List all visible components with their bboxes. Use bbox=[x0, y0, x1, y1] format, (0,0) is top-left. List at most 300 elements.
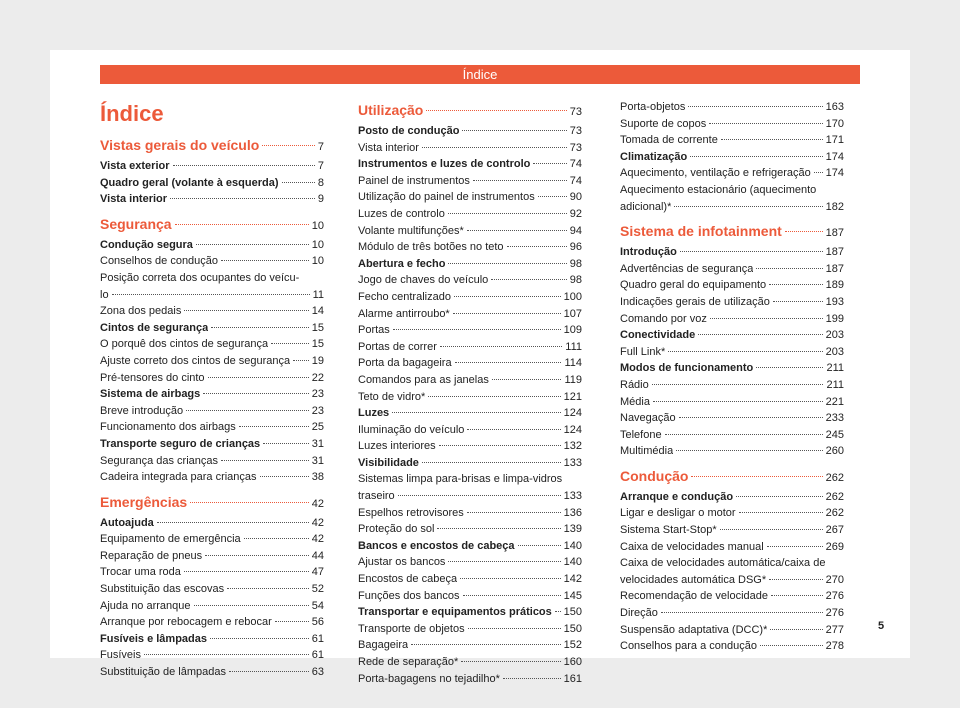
toc-entry-page: 74 bbox=[569, 158, 582, 171]
toc-entry[interactable] bbox=[620, 443, 844, 460]
toc-entry-page: 139 bbox=[563, 523, 582, 536]
toc-entry-page: 19 bbox=[311, 354, 324, 367]
toc-entry[interactable] bbox=[358, 355, 582, 372]
toc-entry-title: Módulo de três botões no teto bbox=[358, 241, 504, 254]
toc-entry-title: Substituição das escovas bbox=[100, 583, 225, 596]
toc-entry[interactable] bbox=[358, 637, 582, 654]
toc-entry-title: Reparação de pneus bbox=[100, 549, 203, 562]
toc-entry[interactable] bbox=[100, 664, 324, 681]
toc-entry-title: Full Link* bbox=[620, 345, 666, 358]
toc-entry-page: 269 bbox=[825, 540, 844, 553]
toc-entry[interactable] bbox=[620, 489, 844, 506]
toc-entry-page: 10 bbox=[311, 255, 324, 268]
dot-leader bbox=[492, 379, 562, 380]
dot-leader bbox=[709, 123, 822, 124]
toc-entry-title: Caixa de velocidades manual bbox=[620, 540, 764, 553]
toc-entry-page: 121 bbox=[563, 390, 582, 403]
toc-entry[interactable] bbox=[100, 564, 324, 581]
toc-entry[interactable] bbox=[620, 277, 844, 294]
toc-entry-page: 150 bbox=[563, 622, 582, 635]
toc-entry-page: 174 bbox=[825, 150, 844, 163]
toc-entry-title: Sistema de airbags bbox=[100, 388, 201, 401]
toc-entry-title: Segurança das crianças bbox=[100, 454, 219, 467]
toc-entry[interactable] bbox=[620, 555, 844, 572]
toc-entry-title: Advertências de segurança bbox=[620, 262, 754, 275]
toc-entry-page: 92 bbox=[569, 207, 582, 220]
toc-entry-page: 107 bbox=[563, 307, 582, 320]
dot-leader bbox=[473, 180, 567, 181]
toc-entry-page: 109 bbox=[563, 324, 582, 337]
dot-leader bbox=[186, 410, 309, 411]
dot-leader bbox=[538, 196, 567, 197]
dot-leader bbox=[674, 206, 822, 207]
dot-leader bbox=[756, 268, 822, 269]
toc-entry-page: 52 bbox=[311, 583, 324, 596]
toc-entry-page: 31 bbox=[311, 454, 324, 467]
toc-entry-page: 7 bbox=[317, 141, 324, 153]
toc-entry-page: 63 bbox=[311, 666, 324, 679]
toc-entry-page: 203 bbox=[825, 345, 844, 358]
toc-entry-title: Direção bbox=[620, 607, 658, 620]
dot-leader bbox=[770, 629, 822, 630]
toc-entry[interactable] bbox=[620, 505, 844, 522]
toc-section-heading[interactable] bbox=[100, 491, 324, 515]
toc-entry-page: 38 bbox=[311, 471, 324, 484]
toc-entry[interactable] bbox=[358, 339, 582, 356]
toc-entry[interactable] bbox=[358, 223, 582, 240]
toc-entry[interactable] bbox=[620, 294, 844, 311]
toc-entry[interactable] bbox=[358, 239, 582, 256]
toc-entry[interactable] bbox=[358, 306, 582, 323]
toc-entry-title: lo bbox=[100, 288, 109, 301]
toc-entry-title: Climatização bbox=[620, 150, 688, 163]
dot-leader bbox=[785, 231, 823, 232]
toc-entry-title: Recomendação de velocidade bbox=[620, 590, 768, 603]
toc-entry-page: 73 bbox=[569, 141, 582, 154]
toc-entry[interactable] bbox=[100, 370, 324, 387]
toc-entry-title: Tomada de corrente bbox=[620, 134, 718, 147]
toc-entry-title: Rádio bbox=[620, 378, 649, 391]
dot-leader bbox=[690, 156, 822, 157]
toc-entry-title: Comandos para as janelas bbox=[358, 373, 489, 386]
dot-leader bbox=[491, 279, 566, 280]
toc-entry[interactable] bbox=[100, 253, 324, 270]
dot-leader bbox=[239, 426, 309, 427]
toc-entry-page: 170 bbox=[825, 117, 844, 130]
dot-leader bbox=[293, 360, 309, 361]
toc-entry-page: 161 bbox=[563, 672, 582, 685]
toc-entry[interactable] bbox=[620, 244, 844, 261]
dot-leader bbox=[392, 412, 560, 413]
dot-leader bbox=[507, 246, 567, 247]
toc-entry[interactable] bbox=[100, 237, 324, 254]
toc-entry[interactable] bbox=[620, 360, 844, 377]
toc-entry-title: Substituição de lâmpadas bbox=[100, 666, 226, 679]
toc-entry-page: 22 bbox=[311, 371, 324, 384]
toc-entry[interactable] bbox=[100, 598, 324, 615]
toc-entry-title: Arranque por rebocagem e rebocar bbox=[100, 616, 272, 629]
toc-entry[interactable] bbox=[620, 377, 844, 394]
toc-entry[interactable] bbox=[100, 647, 324, 664]
toc-entry-title: Zona dos pedais bbox=[100, 305, 182, 318]
toc-entry[interactable] bbox=[100, 469, 324, 486]
toc-entry-page: 270 bbox=[825, 573, 844, 586]
toc-entry[interactable] bbox=[358, 521, 582, 538]
toc-entry-page: 140 bbox=[563, 539, 582, 552]
toc-entry[interactable] bbox=[100, 531, 324, 548]
toc-entry[interactable] bbox=[100, 419, 324, 436]
dot-leader bbox=[398, 495, 561, 496]
toc-section-heading[interactable] bbox=[358, 99, 582, 123]
toc-entry[interactable] bbox=[358, 538, 582, 555]
dot-leader bbox=[503, 678, 561, 679]
toc-entry[interactable] bbox=[100, 303, 324, 320]
toc-entry-page: 142 bbox=[563, 573, 582, 586]
toc-section-heading[interactable] bbox=[620, 220, 844, 244]
toc-entry[interactable] bbox=[358, 322, 582, 339]
toc-entry-title: Multimédia bbox=[620, 445, 674, 458]
toc-entry-title: Condução segura bbox=[100, 238, 193, 251]
toc-entry[interactable] bbox=[100, 386, 324, 403]
dot-leader bbox=[210, 638, 309, 639]
toc-entry-title: Volante multifunções* bbox=[358, 224, 464, 237]
toc-entry-page: 182 bbox=[825, 200, 844, 213]
toc-entry-title: Aquecimento estacionário (aquecimento bbox=[620, 183, 817, 196]
toc-entry-page: 211 bbox=[826, 362, 844, 375]
dot-leader bbox=[467, 429, 560, 430]
toc-entry-title: Ligar e desligar o motor bbox=[620, 507, 736, 520]
toc-entry[interactable] bbox=[620, 427, 844, 444]
toc-entry-page: 98 bbox=[569, 274, 582, 287]
dot-leader bbox=[144, 654, 309, 655]
toc-entry[interactable] bbox=[100, 436, 324, 453]
toc-entry-title: Bancos e encostos de cabeça bbox=[358, 539, 515, 552]
toc-entry-page: 124 bbox=[563, 423, 582, 436]
dot-leader bbox=[422, 462, 561, 463]
toc-entry-title: Vista interior bbox=[358, 141, 419, 154]
toc-entry[interactable] bbox=[620, 327, 844, 344]
dot-leader bbox=[462, 130, 566, 131]
toc-entry-page: 171 bbox=[825, 134, 844, 147]
toc-entry-page: 245 bbox=[825, 428, 844, 441]
toc-entry-title: Sistema de infotainment bbox=[620, 223, 782, 240]
dot-leader bbox=[448, 213, 567, 214]
toc-entry-page: 61 bbox=[311, 649, 324, 662]
dot-leader bbox=[773, 301, 823, 302]
toc-entry[interactable] bbox=[358, 488, 582, 505]
toc-entry[interactable] bbox=[620, 311, 844, 328]
toc-entry-page: 211 bbox=[826, 378, 844, 391]
toc-entry-title: Sistema Start-Stop* bbox=[620, 524, 717, 537]
dot-leader bbox=[448, 263, 566, 264]
toc-entry[interactable] bbox=[358, 471, 582, 488]
dot-leader bbox=[467, 230, 567, 231]
toc-entry-title: Ajuda no arranque bbox=[100, 599, 191, 612]
toc-entry[interactable] bbox=[358, 621, 582, 638]
toc-column-3 bbox=[620, 99, 844, 655]
toc-entry-title: Equipamento de emergência bbox=[100, 533, 241, 546]
toc-entry-title: Vistas gerais do veículo bbox=[100, 137, 260, 153]
toc-entry[interactable] bbox=[358, 405, 582, 422]
dot-leader bbox=[244, 538, 309, 539]
toc-entry[interactable] bbox=[100, 158, 324, 175]
toc-entry-page: 145 bbox=[563, 589, 582, 602]
dot-leader bbox=[680, 251, 823, 252]
toc-entry[interactable] bbox=[358, 389, 582, 406]
toc-entry-title: Condução bbox=[620, 467, 689, 484]
toc-entry[interactable] bbox=[620, 622, 844, 639]
dot-leader bbox=[652, 384, 824, 385]
dot-leader bbox=[221, 460, 309, 461]
toc-entry[interactable] bbox=[358, 372, 582, 389]
toc-entry[interactable] bbox=[358, 505, 582, 522]
dot-leader bbox=[184, 310, 308, 311]
toc-entry[interactable] bbox=[358, 272, 582, 289]
dot-leader bbox=[275, 621, 309, 622]
dot-leader bbox=[463, 595, 561, 596]
toc-entry-title: Utilização bbox=[358, 102, 424, 118]
dot-leader bbox=[184, 571, 309, 572]
toc-entry[interactable] bbox=[620, 605, 844, 622]
toc-entry-page: 260 bbox=[825, 445, 844, 458]
toc-entry-page: 267 bbox=[825, 524, 844, 537]
toc-entry-page: 276 bbox=[825, 590, 844, 603]
toc-entry[interactable] bbox=[620, 149, 844, 166]
dot-leader bbox=[455, 362, 562, 363]
toc-entry[interactable] bbox=[620, 588, 844, 605]
dot-leader bbox=[271, 343, 309, 344]
dot-leader bbox=[736, 496, 823, 497]
toc-entry-page: 152 bbox=[563, 639, 582, 652]
toc-entry-page: 8 bbox=[317, 176, 324, 189]
toc-entry[interactable] bbox=[100, 403, 324, 420]
page-title: Índice bbox=[100, 101, 164, 126]
toc-entry-page: 174 bbox=[825, 167, 844, 180]
toc-entry[interactable] bbox=[100, 548, 324, 565]
toc-entry-title: Cadeira integrada para crianças bbox=[100, 471, 257, 484]
toc-entry[interactable] bbox=[358, 256, 582, 273]
toc-entry-title: Conectividade bbox=[620, 329, 696, 342]
toc-entry-page: 96 bbox=[569, 241, 582, 254]
dot-leader bbox=[518, 545, 561, 546]
toc-entry[interactable] bbox=[620, 99, 844, 116]
dot-leader bbox=[170, 198, 315, 199]
toc-entry-title: Painel de instrumentos bbox=[358, 174, 470, 187]
toc-entry[interactable] bbox=[358, 206, 582, 223]
dot-leader bbox=[282, 182, 315, 183]
page-number: 5 bbox=[878, 620, 885, 632]
toc-entry[interactable] bbox=[358, 654, 582, 671]
toc-entry-title: Porta-bagagens no tejadilho* bbox=[358, 672, 500, 685]
dot-leader bbox=[760, 645, 823, 646]
toc-entry[interactable] bbox=[620, 132, 844, 149]
toc-entry-title: Trocar uma roda bbox=[100, 566, 181, 579]
toc-entry-title: Rede de separação* bbox=[358, 656, 459, 668]
toc-entry-page: 54 bbox=[311, 599, 324, 612]
toc-entry-page: 23 bbox=[311, 404, 324, 417]
toc-entry[interactable] bbox=[358, 554, 582, 571]
toc-entry-page: 42 bbox=[311, 533, 324, 546]
dot-leader bbox=[437, 528, 560, 529]
toc-entry-title: Comando por voz bbox=[620, 312, 707, 325]
toc-entry-page: 119 bbox=[564, 373, 582, 386]
toc-entry-title: Transporte de objetos bbox=[358, 622, 465, 635]
toc-entry-title: Encostos de cabeça bbox=[358, 573, 458, 586]
toc-entry-title: Emergências bbox=[100, 493, 188, 510]
toc-entry-page: 187 bbox=[825, 246, 844, 259]
dot-leader bbox=[205, 555, 309, 556]
toc-entry[interactable] bbox=[100, 270, 324, 287]
dot-leader bbox=[460, 578, 561, 579]
toc-entry[interactable] bbox=[100, 287, 324, 304]
toc-section-heading[interactable] bbox=[620, 465, 844, 489]
toc-entry[interactable] bbox=[100, 581, 324, 598]
dot-leader bbox=[739, 512, 823, 513]
toc-entry-title: Suspensão adaptativa (DCC)* bbox=[620, 623, 768, 636]
toc-entry[interactable] bbox=[620, 182, 844, 199]
toc-entry-title: Vista interior bbox=[100, 193, 168, 206]
dot-leader bbox=[173, 165, 315, 166]
toc-entry[interactable] bbox=[100, 353, 324, 370]
toc-entry-page: 221 bbox=[825, 395, 844, 408]
toc-entry-page: 90 bbox=[569, 191, 582, 204]
toc-entry[interactable] bbox=[358, 422, 582, 439]
dot-leader bbox=[175, 224, 309, 225]
toc-entry-title: Segurança bbox=[100, 215, 172, 232]
toc-entry[interactable] bbox=[100, 453, 324, 470]
toc-entry-page: 7 bbox=[317, 160, 324, 172]
toc-entry-page: 187 bbox=[825, 262, 844, 275]
dot-leader bbox=[112, 294, 310, 295]
toc-entry-title: Quadro geral do equipamento bbox=[620, 279, 767, 292]
toc-entry-title: Posição correta dos ocupantes do veícu- bbox=[100, 271, 300, 284]
toc-entry[interactable] bbox=[620, 638, 844, 655]
toc-entry[interactable] bbox=[358, 140, 582, 157]
document-page bbox=[50, 50, 910, 685]
toc-entry-page: 14 bbox=[311, 305, 324, 318]
toc-entry[interactable] bbox=[358, 438, 582, 455]
toc-entry-page: 73 bbox=[569, 106, 582, 118]
toc-entry-title: Porta da bagageira bbox=[358, 357, 452, 370]
toc-entry-title: Autoajuda bbox=[100, 516, 154, 529]
dot-leader bbox=[771, 595, 823, 596]
toc-column-1 bbox=[100, 134, 324, 681]
toc-entry[interactable] bbox=[358, 604, 582, 621]
dot-leader bbox=[221, 260, 309, 261]
toc-entry[interactable] bbox=[100, 631, 324, 648]
toc-entry[interactable] bbox=[620, 261, 844, 278]
toc-entry-title: Luzes de controlo bbox=[358, 207, 445, 220]
toc-entry-page: 203 bbox=[825, 329, 844, 342]
toc-entry-page: 193 bbox=[825, 295, 844, 308]
toc-entry[interactable] bbox=[620, 572, 844, 589]
toc-entry[interactable] bbox=[358, 189, 582, 206]
toc-entry-page: 278 bbox=[825, 640, 844, 653]
toc-entry[interactable] bbox=[358, 671, 582, 688]
toc-entry[interactable] bbox=[358, 156, 582, 173]
dot-leader bbox=[661, 612, 823, 613]
toc-entry[interactable] bbox=[620, 199, 844, 216]
toc-entry[interactable] bbox=[100, 191, 324, 208]
toc-entry[interactable] bbox=[620, 410, 844, 427]
toc-entry[interactable] bbox=[620, 522, 844, 539]
toc-entry[interactable] bbox=[100, 614, 324, 631]
toc-entry-title: Indicações gerais de utilização bbox=[620, 295, 770, 308]
dot-leader bbox=[769, 579, 823, 580]
toc-entry[interactable] bbox=[620, 116, 844, 133]
toc-entry-title: Breve introdução bbox=[100, 404, 184, 417]
dot-leader bbox=[653, 401, 823, 402]
dot-leader bbox=[393, 329, 561, 330]
toc-entry[interactable] bbox=[620, 539, 844, 556]
dot-leader bbox=[208, 377, 309, 378]
toc-entry-page: 187 bbox=[825, 227, 844, 240]
toc-section-heading[interactable] bbox=[100, 213, 324, 237]
toc-entry-page: 150 bbox=[563, 606, 582, 619]
toc-entry-title: Visibilidade bbox=[358, 456, 419, 469]
dot-leader bbox=[721, 139, 823, 140]
dot-leader bbox=[814, 172, 823, 173]
toc-entry-page: 42 bbox=[311, 497, 324, 510]
toc-entry-title: Navegação bbox=[620, 412, 676, 425]
toc-entry[interactable] bbox=[100, 336, 324, 353]
toc-entry-page: 94 bbox=[569, 224, 582, 237]
toc-entry[interactable] bbox=[620, 165, 844, 182]
toc-entry-title: velocidades automática DSG* bbox=[620, 573, 767, 586]
toc-entry-page: 124 bbox=[563, 407, 582, 420]
toc-entry-title: Luzes interiores bbox=[358, 440, 436, 453]
dot-leader bbox=[440, 346, 562, 347]
toc-entry[interactable] bbox=[620, 344, 844, 361]
toc-entry[interactable] bbox=[358, 571, 582, 588]
toc-entry-title: Média bbox=[620, 395, 650, 408]
toc-entry-title: Vista exterior bbox=[100, 160, 170, 172]
toc-entry-page: 262 bbox=[825, 471, 844, 484]
toc-entry-title: Espelhos retrovisores bbox=[358, 506, 464, 519]
dot-leader bbox=[668, 351, 822, 352]
dot-leader bbox=[710, 318, 823, 319]
toc-entry[interactable] bbox=[358, 123, 582, 140]
toc-entry-title: Portas bbox=[358, 324, 390, 337]
toc-entry[interactable] bbox=[358, 289, 582, 306]
toc-entry-title: Funcionamento dos airbags bbox=[100, 421, 236, 434]
toc-entry-title: Abertura e fecho bbox=[358, 257, 446, 270]
toc-entry[interactable] bbox=[620, 394, 844, 411]
dot-leader bbox=[691, 476, 822, 477]
dot-leader bbox=[190, 502, 309, 503]
toc-entry-title: Fecho centralizado bbox=[358, 290, 451, 303]
toc-entry-page: 100 bbox=[563, 290, 582, 303]
toc-entry[interactable] bbox=[100, 320, 324, 337]
toc-entry[interactable] bbox=[358, 588, 582, 605]
toc-entry[interactable] bbox=[100, 515, 324, 532]
dot-leader bbox=[194, 605, 309, 606]
toc-entry-title: Modos de funcionamento bbox=[620, 362, 754, 375]
toc-entry-title: Caixa de velocidades automática/caixa de bbox=[620, 557, 826, 570]
toc-entry-title: Funções dos bancos bbox=[358, 589, 460, 602]
dot-leader bbox=[426, 110, 566, 111]
toc-entry-title: Proteção do sol bbox=[358, 523, 435, 536]
toc-entry[interactable] bbox=[358, 455, 582, 472]
toc-section-heading[interactable] bbox=[100, 134, 324, 158]
toc-entry-page: 47 bbox=[311, 566, 324, 579]
toc-entry-page: 136 bbox=[563, 506, 582, 519]
dot-leader bbox=[676, 450, 822, 451]
toc-entry-page: 132 bbox=[563, 440, 582, 453]
toc-entry[interactable] bbox=[358, 173, 582, 190]
toc-entry[interactable] bbox=[100, 175, 324, 192]
toc-entry-title: Aquecimento, ventilação e refrigeração bbox=[620, 167, 811, 180]
